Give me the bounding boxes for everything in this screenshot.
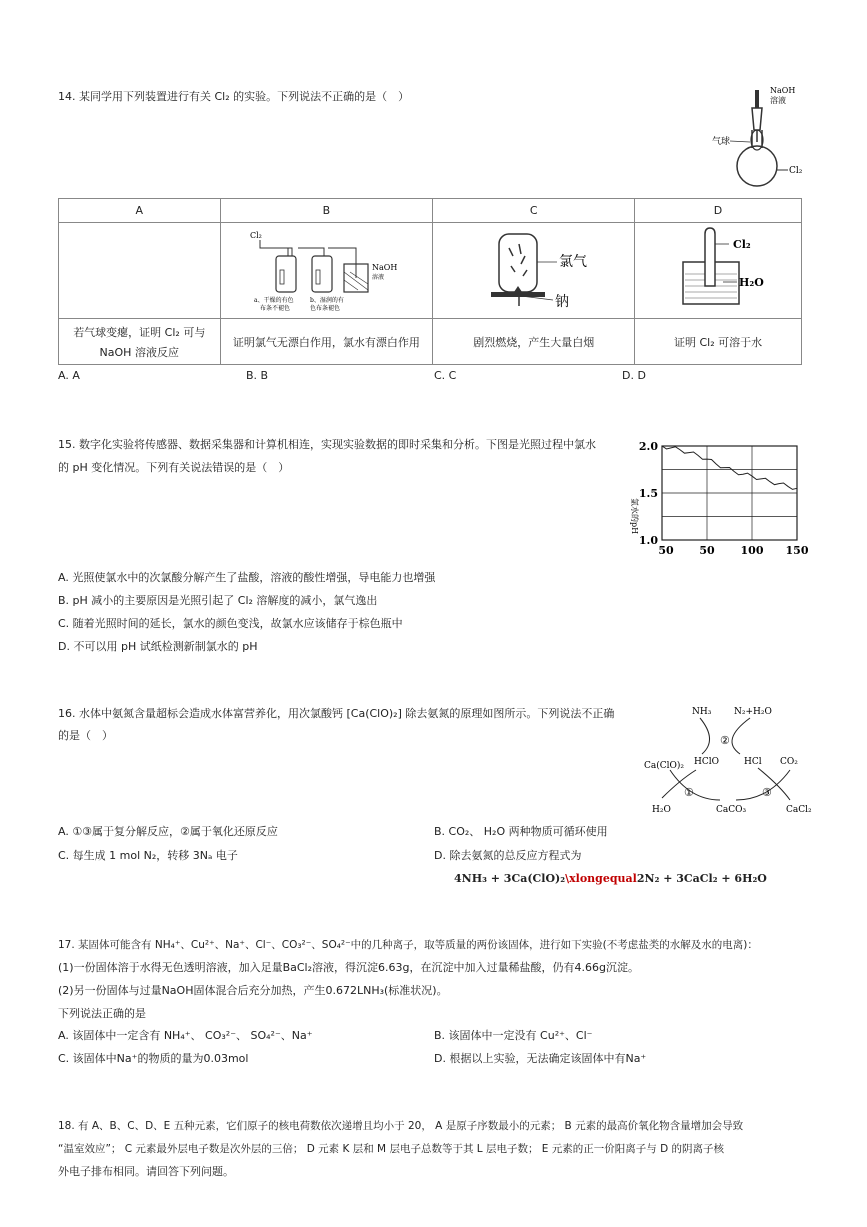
chart-x-tick-label: 50 (699, 544, 715, 556)
table-cell-a-figure (59, 223, 221, 319)
diag-h2o: H₂O (652, 805, 671, 815)
q14-option-d[interactable]: D. D (622, 369, 646, 382)
q17-option-d[interactable]: D. 根据以上实验，无法确定该固体中有Na⁺ (434, 1052, 647, 1065)
q17-line3: 下列说法正确的是 (58, 1007, 146, 1020)
test-tube-water-figure (653, 226, 783, 312)
chart-y-tick-label: 1.5 (638, 487, 658, 500)
q16-equation (454, 871, 767, 887)
chart-grid (662, 446, 797, 540)
q18-line3: 外电子排布相同。请回答下列问题。 (58, 1165, 234, 1178)
diag-hcl: HCl (744, 757, 762, 767)
table-cell-a-text (59, 319, 221, 365)
row3-a-line2: NaOH 溶液反应 (99, 345, 179, 359)
b-label-b: b、湿润的有 (310, 297, 345, 304)
chart-ticks (639, 440, 809, 556)
diag-nh3: NH₃ (692, 707, 712, 717)
q14-apparatus (700, 84, 810, 190)
q17-line1: (1)一份固体溶于水得无色透明溶液，加入足量BaCl₂溶液，得沉淀6.63g，在沉淀中加入过量稀盐酸，仍有4.66g沉淀。 (58, 961, 639, 974)
equation-left: 4NH₃ + 3Ca(ClO)₂ (454, 872, 566, 885)
table-cell-d-text: 证明 Cl₂ 可溶于水 (635, 319, 802, 365)
b-label-a-2: 布条不褪色 (260, 305, 291, 312)
q16-option-d[interactable]: D. 除去氨氮的总反应方程式为 (434, 849, 582, 862)
q14-table (58, 198, 802, 365)
q16-cycle-diagram (640, 700, 820, 816)
chart-x-tick-label: 100 (740, 544, 764, 556)
chart-y-tick-label: 1.0 (638, 534, 658, 547)
b-naoh-label: NaOH (372, 263, 398, 272)
q16-stem-line1: 16. 水体中氨氮含量超标会造成水体富营养化，用次氯酸钙 [Ca(ClO)₂] 除去氨氮的原理如图所示。下列说法不正确 (58, 707, 615, 720)
table-cell-b-figure (220, 223, 433, 319)
q14-option-b[interactable]: B. B (246, 369, 269, 382)
d-cl2-label: Cl₂ (733, 238, 751, 251)
row3-a-line1: 若气球变瘪，证明 Cl₂ 可与 (73, 325, 206, 339)
q14-option-c[interactable]: C. C (434, 369, 457, 382)
q17-stem: 17. 某固体可能含有 NH₄⁺、Cu²⁺、Na⁺、Cl⁻、CO₃²⁻、SO₄²⁻中的几种离子，取等质量的两份该固体，进行如下实验(不考虑盐类的水解及水的电离)： (58, 939, 758, 951)
b-label-a: a、干燥的有色 (254, 297, 294, 304)
c-na-label: 钠 (554, 294, 569, 310)
chart-ylabel: 氯水的pH (630, 498, 639, 535)
table-header-a: A (59, 199, 221, 223)
q15-option-b[interactable]: B. pH 减小的主要原因是光照引起了 Cl₂ 溶解度的减小，氯气逸出 (58, 594, 378, 607)
ph-chart (622, 436, 812, 556)
b-label-b-2: 色布条褪色 (310, 305, 341, 312)
apparatus-balloon-label: 气球 (712, 137, 731, 147)
q16-option-a[interactable]: A. ①③属于复分解反应，②属于氧化还原反应 (58, 825, 278, 838)
q15-option-c[interactable]: C. 随着光照时间的延长，氯水的颜色变浅，故氯水应该储存于棕色瓶中 (58, 617, 403, 630)
q16-stem-line2: 的是（ ） (58, 729, 113, 742)
apparatus-naoh-label: NaOH (770, 86, 796, 95)
q14-stem: 14. 某同学用下列装置进行有关 Cl₂ 的实验。下列说法不正确的是（ ） (58, 90, 410, 103)
b-cl2-label: Cl₂ (250, 231, 263, 240)
equation-mid: \xlongequal (565, 872, 637, 885)
q16-option-b[interactable]: B. CO₂、 H₂O 两种物质可循环使用 (434, 825, 608, 838)
q15-stem-line1: 15. 数字化实验将传感器、数据采集器和计算机相连，实现实验数据的即时采集和分析。下图是光照过程中氯水 (58, 438, 596, 451)
q15-stem-line2: 的 pH 变化情况。下列有关说法错误的是（ ） (58, 461, 290, 474)
apparatus-cl2-label: Cl₂ (789, 166, 803, 176)
b-naoh-label-2: 溶液 (372, 274, 385, 281)
q15-option-a[interactable]: A. 光照使氯水中的次氯酸分解产生了盐酸，溶液的酸性增强，导电能力也增强 (58, 571, 436, 584)
chart-x-tick-label: 150 (785, 544, 809, 556)
table-cell-c-text: 剧烈燃烧，产生大量白烟 (433, 319, 635, 365)
diag-step1: ① (684, 786, 694, 799)
diag-co2: CO₂ (780, 757, 798, 767)
table-header-b: B (220, 199, 433, 223)
table-header-d: D (635, 199, 802, 223)
table-cell-c-figure (433, 223, 635, 319)
diag-caclo2: Ca(ClO)₂ (644, 761, 685, 771)
q17-option-b[interactable]: B. 该固体中一定没有 Cu²⁺、Cl⁻ (434, 1029, 593, 1042)
table-cell-b-text: 证明氯气无漂白作用，氯水有漂白作用 (220, 319, 433, 365)
diag-caco3: CaCO₃ (716, 805, 747, 815)
apparatus-naoh-label-2: 溶液 (770, 96, 786, 105)
chart-series-line (662, 446, 797, 489)
diag-step3: ③ (762, 786, 772, 799)
chart-y-tick-label: 2.0 (638, 440, 658, 453)
diag-n2h2o: N₂+H₂O (734, 707, 772, 717)
diag-step2: ② (720, 734, 730, 747)
diag-hclo: HClO (694, 757, 719, 767)
q16-option-c[interactable]: C. 每生成 1 mol N₂，转移 3Nₐ 电子 (58, 849, 238, 862)
q18-line1: 18. 有 A、B、C、D、E 五种元素，它们原子的核电荷数依次递增且均小于 20， A 是原子序数最小的元素； B 元素的最高价氧化物含量增加会导致 (58, 1120, 744, 1132)
diag-cacl2: CaCl₂ (786, 805, 812, 815)
q17-option-c[interactable]: C. 该固体中Na⁺的物质的量为0.03mol (58, 1052, 249, 1065)
q17-option-a[interactable]: A. 该固体中一定含有 NH₄⁺、 CO₃²⁻、 SO₄²⁻、Na⁺ (58, 1029, 313, 1042)
chart-x-tick-label: 50 (658, 544, 674, 556)
q14-option-a[interactable]: A. A (58, 369, 80, 382)
q18-line2: “温室效应”； C 元素最外层电子数是次外层的三倍； D 元素 K 层和 M 层电子总数等于其 L 层电子数； E 元素的正一价阳离子与 D 的阴离子核 (58, 1143, 725, 1155)
table-cell-d-figure (635, 223, 802, 319)
q17-line2: (2)另一份固体与过量NaOH固体混合后充分加热，产生0.672LNH₃(标准状况)。 (58, 984, 448, 997)
sodium-burning-figure (469, 226, 599, 312)
c-gas-label: 氯气 (558, 254, 587, 270)
gas-washing-bottles-figure (246, 226, 406, 312)
equation-right: 2N₂ + 3CaCl₂ + 6H₂O (636, 872, 767, 885)
table-header-c: C (433, 199, 635, 223)
q15-option-d[interactable]: D. 不可以用 pH 试纸检测新制氯水的 pH (58, 640, 258, 653)
d-h2o-label: H₂O (739, 276, 764, 289)
